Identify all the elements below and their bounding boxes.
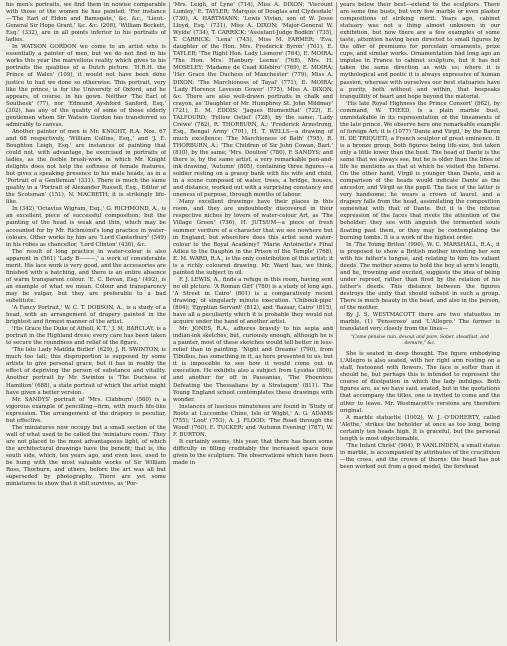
paragraph: years below their best—extend to the sculptors. There are some fine busts, but very few marble or even plaster compositions of striking merit. Years ago, cabinet statuary was not a thing almost unknown in our exhibition, but now there are a few examples of some taste, attention having been directed to small figures by the offer of premiums for porcelain ornaments, prize cups, and similar works. Ornamentation had long ago an impulse in France to cabinet sculpture, but it has not taken the same direction as with us; where it is mythological and poetic it is always expressive of human passion, whereas with ourselves our best statuaries have a purity, both without and within, that bespeaks tranquillity of heart and hope beyond the material. <box>340 2 500 100</box>
paragraph: 'Mrs. Leigh, of Lyne' (714), Miss A. DIXON; 'Viscount Lumley,' E. TAYLER; 'Marquis of Douglas and Clydesdale' (730), A. HARTMANN; 'Lewis Vivian, son of W. Jesse Lloyd, Esq.' (731), Miss A. DIXON; 'Major-General W. Wylde' (734), T. CARRICK; 'Assistant-Judge Bodkin' (735), T. CARRICK; 'Lena' (745), Miss M. FARMER; 'Eva, daughter of the Hon. Mrs. Frederick Byron' (761), E. TAYLER; 'The Right Hon. Lady Lismore' (764), E. MOIRA; 'The Hon. Mrs. Hanbury Leeme' (768), Mrs. H. MOSELEY; 'Madame de Cuad Kilsbiro' (769), E. MOIRA; 'Her Grace the Duchess of Manchester' (779), Miss A. DIXON; 'The Marchioness of Tayal' (771), E. MOIRA; 'Lady Florence Leveson Gower' (775), Miss A. DIXON, &c. There are also well-drawn portraits in chalk and crayon, as 'Daughter of Mr. Humphrey St. John Mildmay' (721), E. M. EDDIS; 'Jaques Blumenthal' (722), E. TALFOURD; 'Fellow Ostiel' (728), by the same; 'Lady Crewe' (782), R. THORBURN, A.; 'Frederick Armstrong, Esq., Bengal Army' (701), H. T. WELLS—a drawing of much excellence; 'The Marchioness of Bath' (795), R. THORBURN, A.; 'The Children of Sir John Cowan, Bart.' (810), by the same; 'Mrs. Doulton' (780), F. SANDYS; and there is, by the same artist, a very remarkable pen-and-ink drawing, 'Autumn' (805), containing three figures—a soldier resting on a grassy bank with his wife and child, in a scene composed of water, trees, a bridge, houses, and distance, worked out with a surprising constancy and oneness of purpose, through months of labour. <box>173 2 333 199</box>
column-middle <box>169 2 336 642</box>
paragraph: Mr. JONES, R.A., adheres bravely to his sepia and indian-ink sketches, but, curiously enough, although he is a painter, most of these sketches would tell better in less-relief than in painting. 'Night and Dreams' (790), from Tibullus, has something in it, as here presented to us, but it is impossible to see how it would come out in execution. He exhibits also a subject from Lysidas (800), and another for off in Pausanias, 'The Phoenices Defeating the Thessalians by a Stratagem' (811). The Young England school contemplates these drawings with wonder. <box>173 326 333 403</box>
paragraph: 'A Fancy Portrait,' W. C. T. DOBSON, A., is a study of a head, with an arrangement of drapery painted in the brightest and firmest manner of the artist. <box>6 305 166 326</box>
paragraph: Another painter of men is Mr. KNIGHT, R.A. Nos. 67 and 68 respectively, 'William Collins, Esq.,' and 'J. E. Boughton Leigh, Esq.' are instances of painting that could not, with advantage, be exercised in portraits of ladies, as the feeble brush-work in which Mr. Knight delights does not help the softness of female features, but gives a speaking presence to his male heads, as in a 'Portrait of a Gentleman' (331). There is much the same quality in a 'Portrait of Alexander Russell, Esq., Editor of the Scotsman' (151), N. MACBETH; it is strikingly life-like. <box>6 128 166 206</box>
paragraph: In WATSON GORDON we come to an artist who is essentially a painter of men, but we do not find in his works this year the marvellous reality which gives to his portraits the qualities of a Dutch picture. 'H.R.H. the Prince of Wales' (109), it would not have been done justice to had we done so otherwise. This portrait, very like the prince, is for the University of Oxford, and he appears, of course, in his gown. Neither 'The Earl of Southesk' (77), nor 'Edmund Ayshford Sanford, Esq.' (302), has any of the quality of some of those elderly gentlemen whom Sir Watson Gordon has transferred so admirably to canvas. <box>6 44 166 128</box>
paragraph: It certainly seems, this year, that there has been some difficulty in filling creditably the increased space now given to the sculpture. The observations which have been made in <box>173 438 333 467</box>
paragraph: 'His Grace the Duke of Atholl, K.T.,' J. M. BARCLAY, is a portrait in the Highland dress; every care has been taken to secure the roundness and relief of the figure. <box>6 326 166 347</box>
paragraph: The result of long practice in water-colour is also apparent in (561) 'Lady B———,' a work of considerable merit. His lace work is very good, and the accessories are finished with a hatching, and there is an entire absence of warm transparent colour. 'E. C. Bevan, Esq.' (492), is an example of what we mean. Colour and transparency may be vulgar, but they are preferable to a bad substitute. <box>6 248 166 304</box>
paragraph: Many excellent drawings have their places in this room, and they are undoubtedly discovered in their respective niches by lovers of water-colour Art, as 'The Village Green' (736), H. JUTSUM—a piece of fresh summer verdure of a character that we see nowhere but in England; but wherefore does this artist send water-colour to the Royal Academy? 'Marie Antoinette's Final Adieu to the Dauphin in the Prison of the Temple' (768), E. M. WARD, R.A., is the only contribution of this artist; it is a richly coloured drawing. Mr. Ward has, we think, painted the subject in oil. <box>173 199 333 276</box>
column-right <box>336 2 503 642</box>
text-columns <box>3 2 503 642</box>
paragraph: In 'The Young Briton' (990), W. C. MARSHALL, R.A., it is proposed to show a British mother investing her son with his father's tongue, and relating to him his valiant deeds. The mother seems to hold the boy at arm's length, and he, frowning and excited, suggests the idea of being under reproof, rather than fired by the relation of his father's deeds. This distance between the figures destroys the unity that should subsist in such a group. There is much beauty in the head, and also in the person, of the mother. <box>340 241 500 312</box>
paragraph: his men's portraits, we find them in nowise comparable with those of the women he has painted. 'For instance—'The Earl of Eldon and Ramsgate,' &c. &c., 'Lieut.-General Sir Hope Grant,' &c. &c. (208), 'William Beckett, Esq.' (332), are in all points inferior to his portraits of ladies. <box>6 2 166 44</box>
paragraph: 'The late Lady Matilda Butler' (629), J. R. SWINTON, is much too tall; this disproportion is supposed by some artists to give personal grace, but it has in reality the effect of depriving the person of substance and vitality. Another portrait by Mr. Swinton is 'The Duchess of Hamilton' (688), a state portrait of which the artist might have given a better version. <box>6 347 166 396</box>
paragraph: Instances of luscious minuteness are found in 'Study of Roots at Luccombe Chine, Isle of Wight,' A. G. ADAMS (755); 'Loot' (753), A. J. FLOOD; 'The Road through the Wood' (760), E. TUCKER; and 'Autumn Evening' (787), W. F. BURTON. <box>173 403 333 438</box>
paragraph: The miniatures now occupy but a small section of the wall of what used to be called the 'miniature room.' They are not placed to the most advantageous light, of which the architectural drawings have the benefit; that is, the south side, which, ten years ago, and even less, used to be hung with the most valuable works of Sir William Ross, Thorburn, and others, before the art was all but superseded by photography. There are yet some miniatures to show that it still survives, as 'Por- <box>6 424 166 488</box>
paragraph: F. J. LEWIS, A., finds a refuge in this room, having sent no oil picture. 'A Roman Girl' (780) is a study of long ago. 'A Street in Cairo' (801) is a comparatively recent drawing, of singularly minute execution. 'Chibouk-pipe' (804); 'Egyptian Servant' (812), and 'Bazaar, Cairo' (815), have all a peculiarity which it is probable they would not acquire under the hand of another artist. <box>173 276 333 326</box>
paragraph: In (342) 'Octavius Wigram, Esq.,' G. RICHMOND, A., is an excellent piece of successful composition; but the painting of the head is weak and thin, which may be accounted for by Mr. Richmond's long practice in water-colours. Other works by him are 'Lord Canterbury' (349) in his robes as chancellor, 'Lord Clinton' (436), &c. <box>6 206 166 248</box>
paragraph: 'The Infant Christ' (904), P. VANLINDEN, a small statue in marble, is accompanied by attributes of the crucifixion—the cross, and the crown of thorns: the head has not been worked out from a good model, the forehead <box>340 442 500 470</box>
paragraph: 'His late Royal Highness the Prince Consort' (862), by command, W. THEED, is a plain marble bust, unmistakable in its representation of the lineaments of the late prince. We observe here one remarkable example of foreign Art; it is (1077) 'Dante and Virgil,' by the Baron H. DE TRIQUETI, a French sculptor of great eminence. It is a bronze group, both figures being life-size, but taken only a little lower than the bust. The head of Dante is the same that we always see, but he is older than the lines of life he mentions as that at which he visited the Inferno. On the other hand, Virgil is younger than Dante, and a comparison of the heads would indicate Dante as the ancestor, and Virgil as the pupil. The face of the latter is very handsome; he wears a crown of laurel, and a drapery falls from the head, assimilating the composition somewhat with that of Dante. But it is the intense expression of the faces that rivets the attention of the beholder; they see with anguish the tormented souls floating past them, or they may be contemplating the burning tombs. It is a work of the highest order. <box>340 100 500 241</box>
paragraph: By J. S. WESTMACOTT there are two statuettes in marble, (1) 'Penseroso' and 'L'Allegro.' The former is translated very closely from the lines— <box>340 312 500 333</box>
paragraph: She is seated in deep thought. The figure embodying L'Allegro is also seated, with her right arm resting on a staff, festooned with flowers. The face is softer than it should be, but perhaps this is intended to represent the course of dissipation in which the lady indulges. Both figures are, as we have said, seated, but in the quotations that accompany the titles, one is invited to come and the other to leave. Mr. Westmacott's versions are therefore original. <box>340 351 500 414</box>
paragraph: A marble statuette (1002), W. J. O'DOHERTY, called 'Alethe,' strikes the beholder at once as too long, being certainly ten heads high. It is graceful, but the personal length is most objectionable. <box>340 414 500 442</box>
column-left <box>3 2 169 642</box>
verse-quote: "Come pensive nun, devout and pure, Sober, steadfast, and demure," &c. <box>350 335 490 347</box>
paragraph: Mr. SANDYS' portrait of 'Mrs. Clabburn' (560) is a vigorous example of pencilling—firm, with much life-like expression. The arrangement of the drapery is peculiar, but effective. <box>6 396 166 424</box>
